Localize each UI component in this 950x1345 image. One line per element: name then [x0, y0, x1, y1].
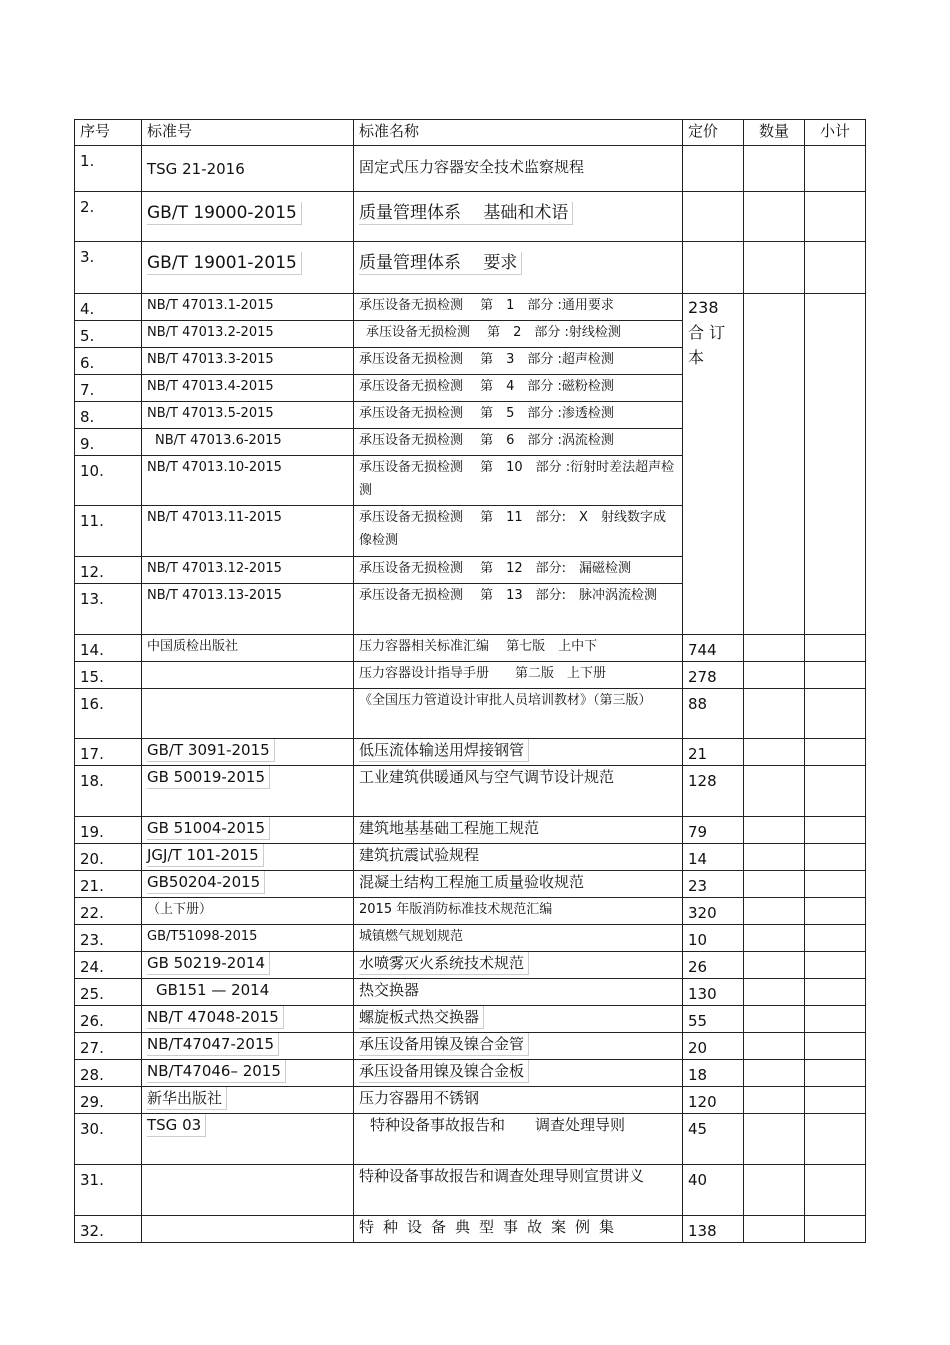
row-seq: 3. [75, 242, 142, 294]
table-row [75, 1033, 866, 1060]
row-standard-name: 混凝土结构工程施工质量验收规范 [354, 871, 683, 898]
row-price: 128 [683, 766, 744, 817]
group-price [683, 294, 744, 635]
table-row [75, 817, 866, 844]
row-price: 26 [683, 952, 744, 979]
row-price: 14 [683, 844, 744, 871]
row-standard-name: 承压设备无损检测 第 11 部分: X 射线数字成像检测 [354, 506, 683, 557]
row-standard-no [142, 1087, 354, 1114]
row-seq: 18. [75, 766, 142, 817]
table-row [75, 844, 866, 871]
table-row [75, 294, 866, 321]
row-standard-name: 承压设备无损检测 第 1 部分 :通用要求 [354, 294, 683, 321]
table-row [75, 242, 866, 294]
table-row [75, 192, 866, 242]
table-row [75, 689, 866, 739]
price-list-table [74, 119, 865, 1243]
table-row [75, 146, 866, 192]
row-quantity [744, 871, 805, 898]
table-row [75, 1165, 866, 1216]
row-seq: 16. [75, 689, 142, 739]
standard-no-label: GB 51004-2015 [147, 817, 270, 840]
standard-no-label: JGJ/T 101-2015 [147, 844, 264, 867]
row-quantity [744, 635, 805, 662]
table-row [75, 1006, 866, 1033]
row-seq: 4. [75, 294, 142, 321]
row-seq: 5. [75, 321, 142, 348]
row-standard-no: GB151 — 2014 [142, 979, 354, 1006]
group-price-text: 238 合 订 本 [688, 298, 726, 367]
table-row [75, 979, 866, 1006]
row-quantity [744, 817, 805, 844]
standard-no-label: NB/T47046– 2015 [147, 1060, 286, 1083]
standard-no-label: TSG 03 [147, 1114, 206, 1137]
row-standard-no [142, 1114, 354, 1165]
row-standard-no: NB/T 47013.11-2015 [142, 506, 354, 557]
row-quantity [744, 1165, 805, 1216]
row-standard-name: 压力容器设计指导手册 第二版 上下册 [354, 662, 683, 689]
row-standard-no [142, 1165, 354, 1216]
table-row [75, 1114, 866, 1165]
row-seq: 31. [75, 1165, 142, 1216]
row-standard-name: 承压设备无损检测 第 10 部分 :衍射时差法超声检测 [354, 456, 683, 506]
row-seq: 23. [75, 925, 142, 952]
row-price: 55 [683, 1006, 744, 1033]
table-row [75, 766, 866, 817]
row-quantity [744, 689, 805, 739]
row-quantity [744, 662, 805, 689]
standard-no-label: GB/T 19001-2015 [147, 252, 302, 275]
row-standard-name [354, 1060, 683, 1087]
row-subtotal [805, 925, 866, 952]
row-quantity [744, 979, 805, 1006]
table-row [75, 739, 866, 766]
table-row [75, 662, 866, 689]
row-quantity [744, 146, 805, 192]
row-standard-name: 承压设备无损检测 第 4 部分 :磁粉检测 [354, 375, 683, 402]
row-standard-name: 压力容器相关标准汇编 第七版 上中下 [354, 635, 683, 662]
row-price: 278 [683, 662, 744, 689]
row-subtotal [805, 1060, 866, 1087]
row-standard-no: NB/T 47013.4-2015 [142, 375, 354, 402]
row-standard-no: NB/T 47013.2-2015 [142, 321, 354, 348]
row-standard-name [354, 952, 683, 979]
col-subtotal: 小计 [805, 120, 866, 146]
row-quantity [744, 192, 805, 242]
row-price: 79 [683, 817, 744, 844]
table-row [75, 952, 866, 979]
row-standard-no [142, 192, 354, 242]
row-seq: 17. [75, 739, 142, 766]
row-standard-no [142, 689, 354, 739]
row-seq: 9. [75, 429, 142, 456]
row-standard-name: 工业建筑供暖通风与空气调节设计规范 [354, 766, 683, 817]
row-quantity [744, 766, 805, 817]
row-standard-name: 承压设备无损检测 第 13 部分: 脉冲涡流检测 [354, 584, 683, 635]
standard-name-label: 螺旋板式热交换器 [359, 1006, 484, 1029]
row-quantity [744, 1033, 805, 1060]
row-quantity [744, 844, 805, 871]
row-seq: 11. [75, 506, 142, 557]
row-seq: 26. [75, 1006, 142, 1033]
row-standard-no [142, 1216, 354, 1243]
row-seq: 19. [75, 817, 142, 844]
standard-name-label: 质量管理体系 要求 [359, 252, 522, 275]
row-standard-no: TSG 21-2016 [142, 146, 354, 192]
row-subtotal [805, 1033, 866, 1060]
row-standard-no [142, 739, 354, 766]
row-quantity [744, 898, 805, 925]
table-row [75, 1216, 866, 1243]
row-seq: 12. [75, 557, 142, 584]
row-subtotal [805, 146, 866, 192]
row-standard-no [142, 1060, 354, 1087]
row-subtotal [805, 739, 866, 766]
standard-name-label: 水喷雾灭火系统技术规范 [359, 952, 529, 975]
row-seq: 2. [75, 192, 142, 242]
row-subtotal [805, 766, 866, 817]
group-quantity [744, 294, 805, 635]
row-standard-no: NB/T 47013.10-2015 [142, 456, 354, 506]
row-seq: 29. [75, 1087, 142, 1114]
row-standard-name: 热交换器 [354, 979, 683, 1006]
row-standard-name: 2015 年版消防标准技术规范汇编 [354, 898, 683, 925]
row-seq: 30. [75, 1114, 142, 1165]
row-price: 23 [683, 871, 744, 898]
standard-no-label: GB 50019-2015 [147, 766, 270, 789]
row-quantity [744, 1087, 805, 1114]
row-standard-no [142, 952, 354, 979]
row-subtotal [805, 242, 866, 294]
row-seq: 1. [75, 146, 142, 192]
row-quantity [744, 1216, 805, 1243]
standard-no-label: GB50204-2015 [147, 871, 265, 894]
row-standard-name: 特种设备典型事故案例集 [354, 1216, 683, 1243]
row-standard-no [142, 242, 354, 294]
standard-no-label: GB 50219-2014 [147, 952, 270, 975]
row-standard-no [142, 662, 354, 689]
row-price: 138 [683, 1216, 744, 1243]
row-standard-no [142, 817, 354, 844]
row-quantity [744, 952, 805, 979]
standard-no-label: 新华出版社 [147, 1087, 227, 1110]
row-standard-name: 压力容器用不锈钢 [354, 1087, 683, 1114]
row-price: 744 [683, 635, 744, 662]
row-price: 21 [683, 739, 744, 766]
row-standard-name: 固定式压力容器安全技术监察规程 [354, 146, 683, 192]
col-standard-name: 标准名称 [354, 120, 683, 146]
row-price: 320 [683, 898, 744, 925]
row-seq: 10. [75, 456, 142, 506]
row-seq: 28. [75, 1060, 142, 1087]
row-standard-name: 特种设备事故报告和 调查处理导则 [354, 1114, 683, 1165]
row-subtotal [805, 817, 866, 844]
row-standard-name: 《全国压力管道设计审批人员培训教材》（第三版） [354, 689, 683, 739]
row-standard-no [142, 766, 354, 817]
row-subtotal [805, 192, 866, 242]
row-price [683, 146, 744, 192]
row-standard-name: 承压设备无损检测 第 6 部分 :涡流检测 [354, 429, 683, 456]
row-standard-no [142, 871, 354, 898]
row-seq: 6. [75, 348, 142, 375]
row-seq: 14. [75, 635, 142, 662]
row-subtotal [805, 689, 866, 739]
row-seq: 8. [75, 402, 142, 429]
row-subtotal [805, 1114, 866, 1165]
row-seq: 24. [75, 952, 142, 979]
row-standard-name: 建筑抗震试验规程 [354, 844, 683, 871]
row-standard-name: 承压设备无损检测 第 5 部分 :渗透检测 [354, 402, 683, 429]
row-subtotal [805, 1087, 866, 1114]
standard-name-label: 承压设备用镍及镍合金板 [359, 1060, 529, 1083]
row-subtotal [805, 871, 866, 898]
row-price [683, 192, 744, 242]
row-subtotal [805, 635, 866, 662]
row-subtotal [805, 844, 866, 871]
row-seq: 13. [75, 584, 142, 635]
row-standard-name: 承压设备无损检测 第 3 部分 :超声检测 [354, 348, 683, 375]
standard-no-label: NB/T47047-2015 [147, 1033, 279, 1056]
row-quantity [744, 1060, 805, 1087]
row-quantity [744, 925, 805, 952]
row-subtotal [805, 1165, 866, 1216]
standard-no-label: GB/T 19000-2015 [147, 202, 302, 225]
row-quantity [744, 739, 805, 766]
row-subtotal [805, 979, 866, 1006]
row-standard-name: 城镇燃气规划规范 [354, 925, 683, 952]
row-standard-name: 特种设备事故报告和调查处理导则宣贯讲义 [354, 1165, 683, 1216]
row-subtotal [805, 1006, 866, 1033]
row-price: 40 [683, 1165, 744, 1216]
row-subtotal [805, 662, 866, 689]
row-seq: 7. [75, 375, 142, 402]
row-seq: 21. [75, 871, 142, 898]
row-standard-no: NB/T 47013.12-2015 [142, 557, 354, 584]
row-price: 120 [683, 1087, 744, 1114]
row-standard-no: GB/T51098-2015 [142, 925, 354, 952]
row-seq: 20. [75, 844, 142, 871]
row-quantity [744, 1006, 805, 1033]
row-price: 130 [683, 979, 744, 1006]
row-price: 45 [683, 1114, 744, 1165]
row-standard-no: （上下册） [142, 898, 354, 925]
table-row [75, 1060, 866, 1087]
row-standard-no [142, 1033, 354, 1060]
row-seq: 27. [75, 1033, 142, 1060]
table-row [75, 635, 866, 662]
row-subtotal [805, 952, 866, 979]
row-price: 18 [683, 1060, 744, 1087]
standards-table [74, 119, 866, 1243]
col-seq: 序号 [75, 120, 142, 146]
row-quantity [744, 1114, 805, 1165]
row-standard-no: NB/T 47013.6-2015 [142, 429, 354, 456]
group-subtotal [805, 294, 866, 635]
row-subtotal [805, 1216, 866, 1243]
row-seq: 22. [75, 898, 142, 925]
row-standard-no: 中国质检出版社 [142, 635, 354, 662]
standard-name-label: 承压设备用镍及镍合金管 [359, 1033, 529, 1056]
header-row [75, 120, 866, 146]
row-standard-no [142, 1006, 354, 1033]
row-standard-name: 承压设备无损检测 第 2 部分 :射线检测 [354, 321, 683, 348]
row-price [683, 242, 744, 294]
row-standard-name [354, 1033, 683, 1060]
standard-no-label: GB/T 3091-2015 [147, 739, 275, 762]
row-seq: 15. [75, 662, 142, 689]
row-standard-name: 建筑地基基础工程施工规范 [354, 817, 683, 844]
row-standard-name [354, 192, 683, 242]
row-standard-no: NB/T 47013.3-2015 [142, 348, 354, 375]
row-standard-no: NB/T 47013.1-2015 [142, 294, 354, 321]
col-price: 定价 [683, 120, 744, 146]
row-standard-name [354, 1006, 683, 1033]
standard-name-label: 质量管理体系 基础和术语 [359, 202, 573, 225]
row-standard-name [354, 242, 683, 294]
standard-name-label: 低压流体输送用焊接钢管 [359, 739, 529, 762]
row-price: 88 [683, 689, 744, 739]
table-row [75, 898, 866, 925]
table-row [75, 925, 866, 952]
row-subtotal [805, 898, 866, 925]
col-quantity: 数量 [744, 120, 805, 146]
row-quantity [744, 242, 805, 294]
table-row [75, 1087, 866, 1114]
row-seq: 32. [75, 1216, 142, 1243]
row-standard-name: 承压设备无损检测 第 12 部分: 漏磁检测 [354, 557, 683, 584]
row-seq: 25. [75, 979, 142, 1006]
standard-no-label: NB/T 47048-2015 [147, 1006, 284, 1029]
table-row [75, 871, 866, 898]
row-standard-no [142, 844, 354, 871]
row-price: 10 [683, 925, 744, 952]
row-price: 20 [683, 1033, 744, 1060]
row-standard-name [354, 739, 683, 766]
row-standard-no: NB/T 47013.5-2015 [142, 402, 354, 429]
row-standard-no: NB/T 47013.13-2015 [142, 584, 354, 635]
col-standard-no: 标准号 [142, 120, 354, 146]
